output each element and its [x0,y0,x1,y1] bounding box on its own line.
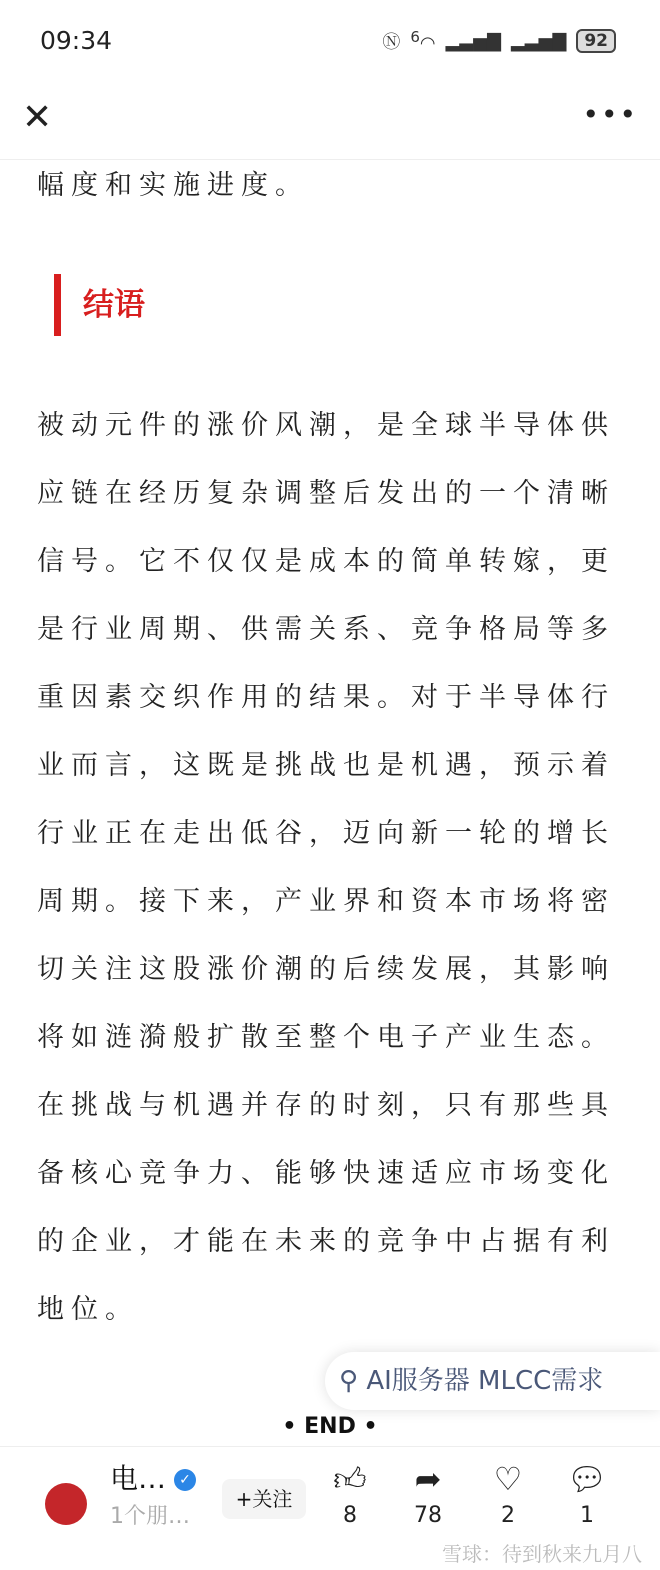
end-marker: • END • [282,1414,378,1439]
signal-icon: ▂▃▅▇ [445,30,501,52]
heart-icon: ♡ [493,1460,523,1498]
comment-count: 1 [580,1503,594,1528]
author-name[interactable] [110,1461,196,1497]
author-avatar[interactable] [45,1483,87,1525]
like-button[interactable] [320,1459,380,1529]
status-bar [0,0,660,80]
comment-button[interactable] [557,1459,617,1529]
search-icon: ⚲ [339,1366,367,1396]
share-count: 78 [414,1503,442,1528]
clock: 09:34 [40,26,113,55]
favorite-button[interactable] [478,1459,538,1529]
clipped-text: 幅度和实施进度。 [37,170,309,201]
bottom-bar [0,1446,660,1570]
article-paragraph: 被动元件的涨价风潮，是全球半导体供应链在经历复杂调整后发出的一个清晰信号。它不仅仅是成本的简单转嫁，更是行业周期、供需关系、竞争格局等多重因素交织作用的结果。对于半导体行业而言，这既是挑战也是机遇，预示着行业正在走出低谷，迈向新一轮的增长周期。接下来，产业界和资本市场将密切关注这股涨价潮的后续发展，其影响将如涟漪般扩散至整个电子产业生态。在挑战与机遇并存的时刻，只有那些具备核心竞争力、能够快速适应市场变化的企业，才能在未来的竞争中占据有利地位。 [37,410,615,1325]
nfc-icon: Ⓝ [382,32,401,53]
thumbs-up-icon: 👍︎ [333,1460,367,1498]
search-suggestion[interactable] [325,1352,660,1410]
author-subtitle: 1个朋… [110,1504,190,1529]
wifi-generation: 6 [410,28,420,46]
comment-icon: 💬︎ [566,1460,608,1498]
share-icon: ➦ [414,1460,442,1498]
wifi-icon: $^6$◠ [410,28,436,54]
top-bar [0,80,660,160]
battery-icon: 92 [576,29,616,53]
share-button[interactable] [398,1459,458,1529]
close-icon[interactable]: ✕ [22,97,53,138]
like-count: 8 [343,1503,357,1528]
search-suggestion-text: AI服务器 MLCC需求 [366,1366,604,1396]
favorite-count: 2 [501,1503,515,1528]
signal-icon-2: ▂▃▅▇ [510,30,567,52]
verified-icon: ✓ [174,1469,196,1491]
author-name-text: 电… [110,1462,167,1495]
section-heading: 结语 [54,274,145,336]
watermark: 雪球：待到秋来九月八 [442,1542,642,1566]
more-icon[interactable]: ••• [582,98,638,131]
follow-button[interactable]: +关注 [222,1479,306,1519]
